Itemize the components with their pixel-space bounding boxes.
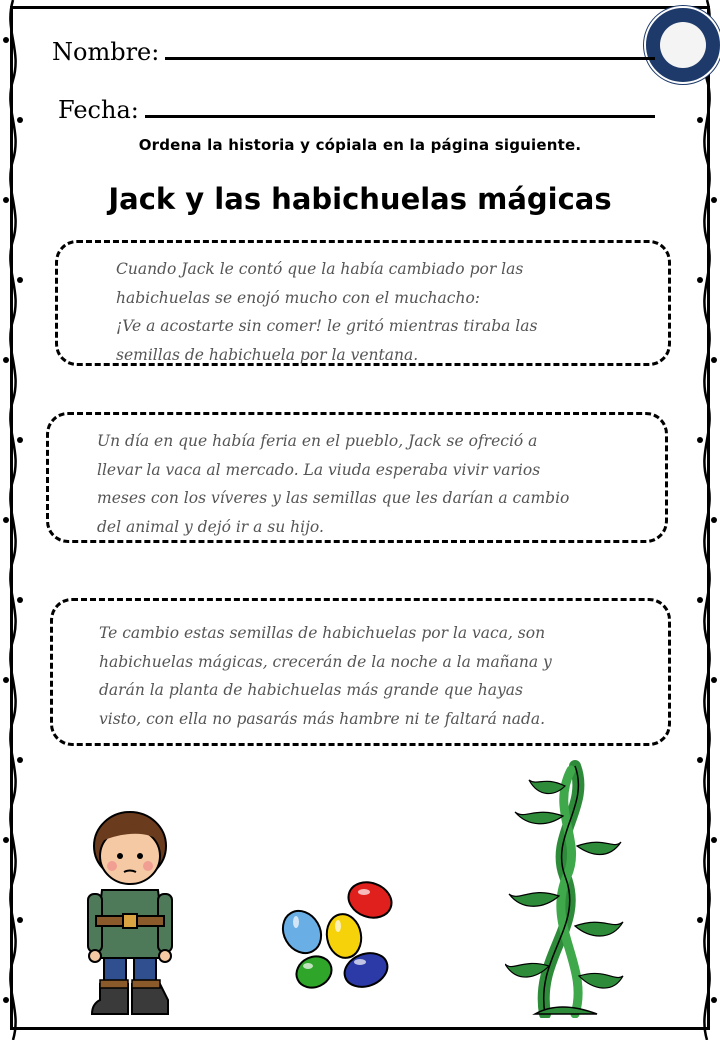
instruction-text: Ordena la historia y cópiala en la página siguiente. [138,136,582,154]
logo-emblem [660,22,706,68]
story-box-1 [55,240,671,366]
beanstalk-illustration [505,756,625,1018]
date-line[interactable] [145,115,655,118]
story-text-1: Cuando Jack le contó que la había cambiado por las habichuelas se enojó mucho con el muchacho: ¡Ve a acostarte sin comer! le gritó mientras tiraba las semillas de habichuela por la ventana. [116,260,538,364]
name-label: Nombre: [52,38,160,66]
story-box-3 [50,598,671,746]
story-box-2 [46,412,668,543]
date-field [58,96,655,124]
worksheet-title: Jack y las habichuelas mágicas [108,182,612,216]
date-label: Fecha: [58,96,139,124]
story-text-2: Un día en que había feria en el pueblo, Jack se ofreció a llevar la vaca al mercado. La viuda esperaba vivir varios meses con los víveres y las semillas que les darían a cambio del animal y dejó ir a su hijo. [97,432,570,536]
magic-beans-illustration [280,878,400,998]
jack-boy-illustration [80,808,180,1020]
story-text-3: Te cambio estas semillas de habichuelas por la vaca, son habichuelas mágicas, crecerán de la noche a la mañana y darán la planta de habichuelas más grande que hayas visto, con ella no pasarás más hambre ni te faltará nada. [99,624,552,728]
name-field [52,38,655,66]
name-line[interactable] [165,57,655,60]
site-logo [644,6,720,84]
